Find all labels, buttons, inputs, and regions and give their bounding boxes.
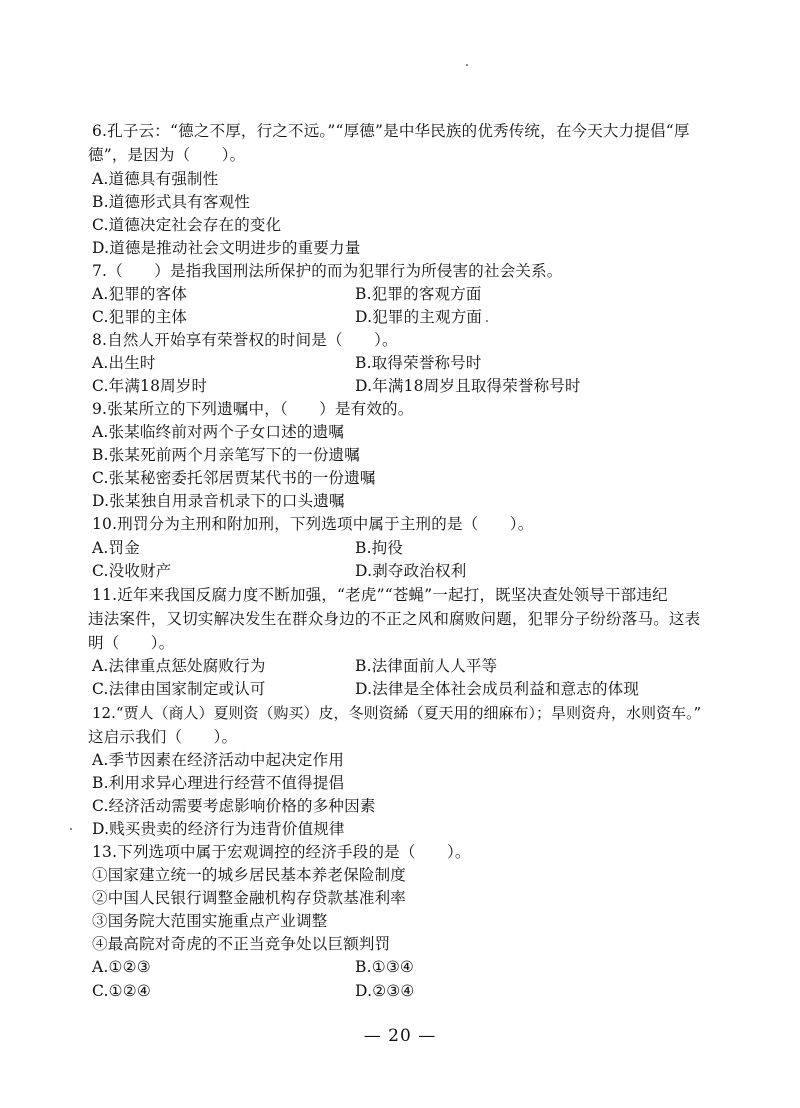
question-13-stem: 13.下列选项中属于宏观调控的经济手段的是（ ）。 — [92, 843, 471, 861]
question-8-stem: 8.自然人开始享有荣誉权的时间是（ ）。 — [92, 331, 398, 349]
question-10-option-c: C.没收财产 — [92, 562, 172, 580]
question-11-option-a: A.法律重点惩处腐败行为 — [92, 657, 266, 675]
question-13-statement-3: ③国务院大范围实施重点产业调整 — [92, 912, 328, 930]
question-6-stem: 6.孔子云：“德之不厚，行之不远。”“厚德”是中华民族的优秀传统，在今天大力提倡“厚 — [92, 122, 690, 140]
question-13-option-b: B.①③④ — [355, 958, 415, 976]
question-9-option-b: B.张某死前两个月亲笔写下的一份遗嘱 — [92, 446, 360, 464]
question-12-option-a: A.季节因素在经济活动中起决定作用 — [92, 751, 345, 769]
question-8-option-b: B.取得荣誉称号时 — [355, 354, 482, 372]
scan-speck — [486, 320, 488, 322]
question-9-option-d: D.张某独自用录音机录下的口头遗嘱 — [92, 492, 345, 510]
question-11-option-c: C.法律由国家制定或认可 — [92, 680, 266, 698]
question-8-option-c: C.年满18周岁时 — [92, 377, 208, 395]
question-7-option-a: A.犯罪的客体 — [92, 285, 188, 303]
question-7-option-b: B.犯罪的客观方面 — [355, 285, 482, 303]
question-13-option-c: C.①②④ — [92, 982, 151, 1000]
question-9-option-a: A.张某临终前对两个子女口述的遗嘱 — [92, 423, 345, 441]
question-7-option-c: C.犯罪的主体 — [92, 308, 188, 326]
question-7-option-d: D.犯罪的主观方面 — [355, 308, 483, 326]
question-7-stem: 7.（ ）是指我国刑法所保护的而为犯罪行为所侵害的社会关系。 — [92, 262, 563, 280]
question-10-option-d: D.剥夺政治权利 — [355, 562, 467, 580]
question-13-statement-4: ④最高院对奇虎的不正当竞争处以巨额判罚 — [92, 935, 391, 953]
question-12-option-c: C.经济活动需要考虑影响价格的多种因素 — [92, 797, 376, 815]
question-11-stem-cont: 明（ ）。 — [88, 634, 175, 652]
question-10-option-a: A.罚金 — [92, 539, 140, 557]
question-6-option-c: C.道德决定社会存在的变化 — [92, 216, 282, 234]
question-10-option-b: B.拘役 — [355, 539, 404, 557]
question-13-option-a: A.①②③ — [92, 958, 151, 976]
question-12-stem-cont: 这启示我们（ ）。 — [88, 728, 238, 746]
question-8-option-a: A.出生时 — [92, 354, 156, 372]
question-13-statement-2: ②中国人民银行调整金融机构存贷款基准利率 — [92, 889, 407, 907]
question-13-statement-1: ①国家建立统一的城乡居民基本养老保险制度 — [92, 866, 407, 884]
question-6-option-a: A.道德具有强制性 — [92, 170, 219, 188]
question-6-option-b: B.道德形式具有客观性 — [92, 193, 251, 211]
question-9-stem: 9.张某所立的下列遗嘱中，（ ）是有效的。 — [92, 400, 414, 418]
question-11-stem-cont: 违法案件，又切实解决发生在群众身边的不正之风和腐败问题，犯罪分子纷纷落马。这表 — [88, 610, 701, 628]
question-12-stem: 12.“贾人（商人）夏则资（购买）皮，冬则资絺（夏天用的细麻布）；旱则资舟，水则资车。” — [92, 704, 702, 722]
scan-speck — [466, 64, 468, 66]
question-9-option-c: C.张某秘密委托邻居贾某代书的一份遗嘱 — [92, 469, 376, 487]
question-12-option-d: D.贱买贵卖的经济行为违背价值规律 — [92, 820, 345, 838]
question-6-option-d: D.道德是推动社会文明进步的重要力量 — [92, 239, 361, 257]
question-6-stem-cont: 德”，是因为（ ）。 — [88, 146, 246, 164]
question-11-option-d: D.法律是全体社会成员利益和意志的体现 — [355, 680, 640, 698]
question-11-stem: 11.近年来我国反腐力度不断加强，“老虎”“苍蝇”一起打，既坚决查处领导干部违纪 — [92, 586, 668, 604]
question-8-option-d: D.年满18周岁且取得荣誉称号时 — [355, 377, 581, 395]
scan-speck — [70, 828, 72, 830]
question-10-stem: 10.刑罚分为主刑和附加刑，下列选项中属于主刑的是（ ）。 — [92, 515, 534, 533]
question-11-option-b: B.法律面前人人平等 — [355, 657, 498, 675]
question-13-option-d: D.②③④ — [355, 982, 415, 1000]
page-number: — 20 — — [363, 1026, 437, 1046]
question-12-option-b: B.利用求异心理进行经营不值得提倡 — [92, 774, 345, 792]
